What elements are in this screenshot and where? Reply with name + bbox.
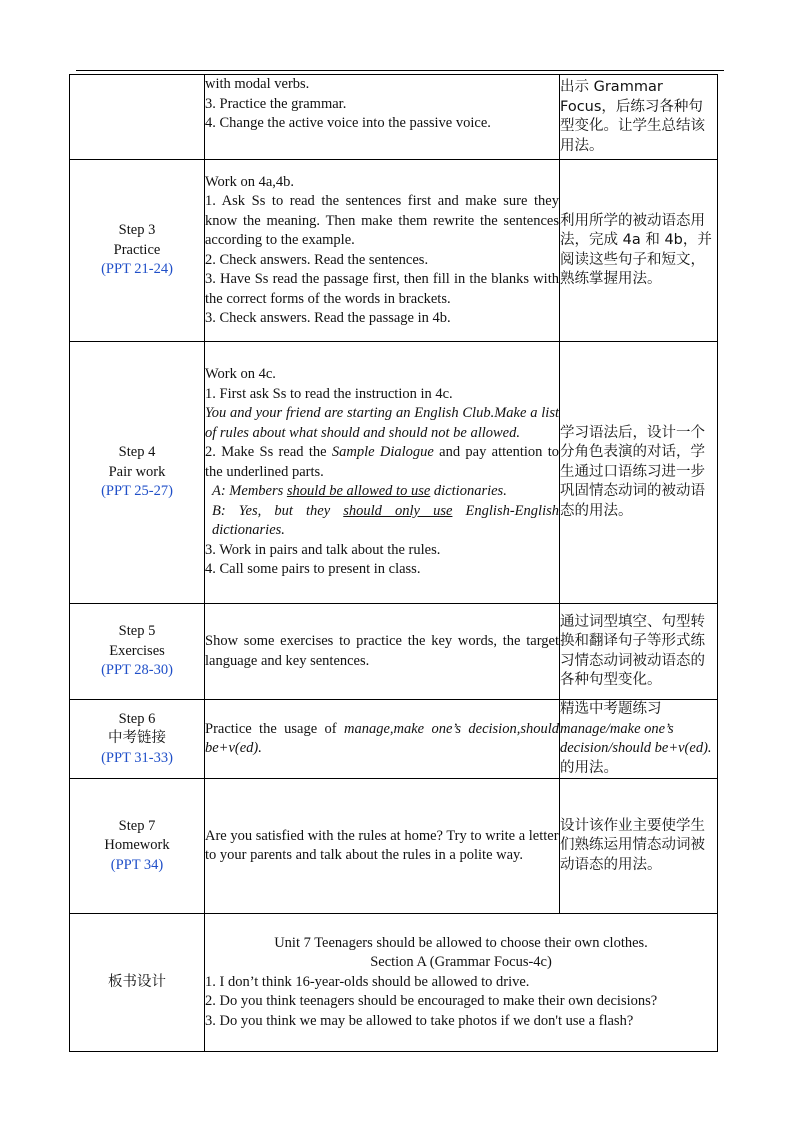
key-usage-term: manage/make one’s decision/should be+v(ed). (560, 720, 712, 756)
content-line: 4. Change the active voice into the passive voice. (205, 115, 491, 131)
step-number: Step 6 (118, 710, 156, 727)
purpose-cell: 通过词型填空、句型转换和翻译句子等形式练习情态动词被动语态的各种句型变化。 (560, 604, 718, 700)
board-sentence: 1. I don’t think 16-year-olds should be allowed to drive. (205, 973, 530, 990)
board-title: Unit 7 Teenagers should be allowed to choose their own clothes. (274, 934, 648, 951)
board-subtitle: Section A (Grammar Focus-4c) (370, 954, 552, 971)
purpose-cell: 出示 Grammar Focus，后练习各种句型变化。让学生总结该用法。 (560, 75, 718, 160)
content-cell (205, 342, 560, 604)
content-cell (205, 160, 560, 342)
table-row (70, 700, 718, 779)
board-sentence: 2. Do you think teenagers should be encouraged to make their own decisions? (205, 993, 658, 1010)
board-design-label: 板书设计 (70, 914, 205, 1052)
purpose-cell: 学习语法后，设计一个分角色表演的对话，学生通过口语练习进一步巩固情态动词的被动语态的用法。 (560, 342, 718, 604)
lesson-plan-table (69, 74, 718, 1052)
step-cell (70, 342, 205, 604)
content-cell (205, 700, 560, 779)
ppt-range: (PPT 21-24) (101, 261, 173, 278)
underlined-phrase: should be allowed to use (286, 483, 431, 500)
step-number: Step 4 (118, 444, 156, 461)
board-sentence: 3. Do you think we may be allowed to take photos if we don't use a flash? (205, 1012, 634, 1029)
table-row (70, 160, 718, 342)
content-line: 3. Practice the grammar. (205, 95, 347, 112)
content-line: 3. Have Ss read the passage first, then fill in the blanks with the correct forms of the words in brackets. (205, 271, 559, 307)
ppt-range: (PPT 31-33) (101, 749, 173, 766)
content-line: 1. Ask Ss to read the sentences first and make sure they know the meaning. Then make them rewrite the sentences according to the example. (205, 193, 559, 248)
header-rule (76, 70, 724, 71)
content-cell (205, 75, 560, 160)
content-line: 2. Check answers. Read the sentences. (205, 251, 429, 268)
ppt-range: (PPT 34) (110, 856, 164, 873)
step-name: Homework (104, 837, 170, 854)
table-row (70, 604, 718, 700)
content-line: Work on 4c. (205, 366, 276, 383)
content-line: 3. Work in pairs and talk about the rules. (205, 541, 441, 558)
step-cell (70, 700, 205, 779)
ppt-range: (PPT 28-30) (101, 662, 173, 679)
table-row (70, 342, 718, 604)
step-number: Step 5 (118, 623, 156, 640)
content-line: 3. Check answers. Read the passage in 4b. (205, 310, 451, 326)
content-line: Practice the usage of manage,make one’s decision,should be+v(ed). (205, 720, 559, 756)
step-name: Exercises (109, 642, 165, 659)
table-row (70, 914, 718, 1052)
sample-dialogue-term: Sample Dialogue (331, 444, 434, 461)
step-name: Pair work (108, 463, 166, 480)
content-cell (205, 779, 560, 914)
purpose-cell: 利用所学的被动语态用法，完成 4a 和 4b，并阅读这些句子和短文，熟练掌握用法。 (560, 160, 718, 342)
purpose-cell: 精选中考题练习manage/make one’s decision/should be+v(ed).的用法。 (560, 700, 718, 779)
dialogue-line-b: B: Yes, but they should only use English-English dictionaries. (212, 502, 559, 539)
step-cell (70, 779, 205, 914)
content-line: Are you satisfied with the rules at home? Try to write a letter to your parents and talk about the rules in a polite way. (205, 827, 559, 863)
content-line: with modal verbs. (205, 76, 310, 92)
step-cell (70, 604, 205, 700)
step-cell (70, 160, 205, 342)
content-line: 4. Call some pairs to present in class. (205, 561, 421, 578)
step-cell (70, 75, 205, 160)
underlined-phrase: should only use (343, 502, 453, 519)
step-name: Practice (113, 241, 161, 258)
purpose-cell: 设计该作业主要使学生们熟练运用情态动词被动语态的用法。 (560, 779, 718, 914)
content-line: Show some exercises to practice the key words, the target language and key sentences. (205, 633, 559, 669)
content-line: Work on 4a,4b. (205, 173, 295, 190)
board-design-content (205, 914, 718, 1052)
content-cell (205, 604, 560, 700)
step-name: 中考链接 (108, 730, 166, 747)
step-number: Step 3 (118, 222, 156, 239)
content-line: 2. Make Ss read the Sample Dialogue and pay attention to the underlined parts. (205, 444, 560, 480)
instruction-text: You and your friend are starting an English Club.Make a list of rules about what should and should not be allowed. (205, 405, 559, 441)
table-row (70, 779, 718, 914)
dialogue-line-a: A: Members should be allowed to use dictionaries. (212, 483, 507, 500)
step-number: Step 7 (118, 817, 156, 834)
ppt-range: (PPT 25-27) (101, 483, 173, 500)
table-row (70, 75, 718, 160)
content-line: 1. First ask Ss to read the instruction in 4c. (205, 385, 453, 402)
key-usage-term: manage,make one’s decision,should be+v(ed). (205, 720, 559, 756)
